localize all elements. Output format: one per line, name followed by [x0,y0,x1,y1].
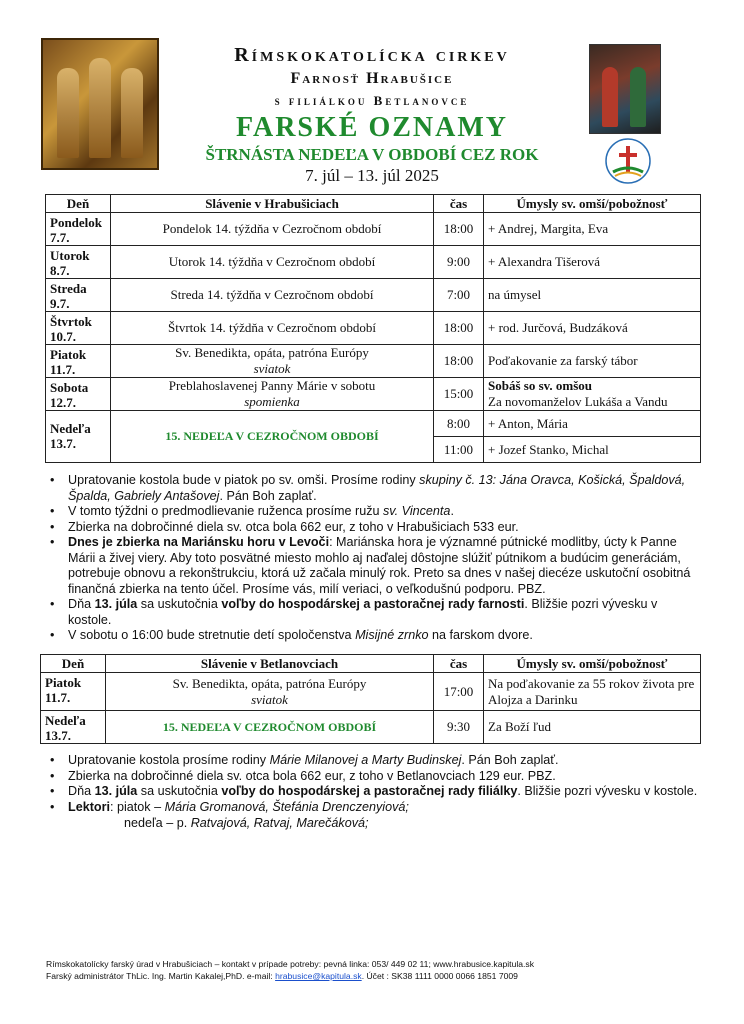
intention-cell: + Jozef Stanko, Michal [484,437,701,463]
time-cell: 11:00 [434,437,484,463]
celebration-cell: 15. NEDEĽA V CEZROČNOM OBDOBÍ [111,411,434,463]
time-cell: 9:30 [434,711,484,744]
day-date: 10.7. [50,329,76,344]
list-item: • V sobotu o 16:00 bude stretnutie detí spoločenstva Misijné zrnko na farskom dvore. [44,628,700,644]
footer-admin: Farský administrátor ThLic. Ing. Martin Kakalej,PhD. e-mail: hrabusice@kapitula.sk. Účet : SK38 1111 0000 0066 1851 7009 [46,971,518,981]
celebration-cell [111,378,434,411]
table-row [41,711,701,744]
day-cell [46,312,111,345]
time-cell: 7:00 [434,279,484,312]
day-date: 7.7. [50,230,70,245]
day-name: Sobota [50,380,89,395]
page-title: FARSKÉ OZNAMY [235,112,509,143]
intention-cell [484,378,701,411]
church-name: Rímskokatolícka cirkev [234,44,510,66]
intention-cell: + Anton, Mária [484,411,701,437]
footer [46,958,534,982]
filial-name: s filiálkou Betlanovce [274,93,470,108]
footer-contact: Rímskokatolícky farský úrad v Hrabušiciach – kontakt v prípade potreby: pevná linka: 053/ 449 02 11; www.hrabusice.kapitula.sk [46,959,535,969]
list-item: • Upratovanie kostola bude v piatok po sv. omši. Prosíme rodiny skupiny č. 13: Jána Oravca, Košická, Špaldová, Špalda, Gabriely Antašovej. Pán Boh zaplať. [44,473,700,504]
intention-cell: Za Boží ľud [484,711,701,744]
notices-betlanovce [44,753,700,815]
celebration-cell: 15. NEDEĽA V CEZROČNOM OBDOBÍ [106,711,434,744]
day-date: 12.7. [50,395,76,410]
liturgical-week: ŠTRNÁSTA NEDEĽA V OBDOBÍ CEZ ROK [205,145,539,164]
list-item: • Dňa 13. júla sa uskutočnia voľby do hospodárskej a pastoračnej rady farnosti. Bližšie pozri vývesku v kostole. [44,597,700,628]
table-row [46,411,701,437]
date-range: 7. júl – 13. júl 2025 [305,166,439,185]
email-link[interactable]: hrabusice@kapitula.sk [275,971,362,981]
list-item: • Dňa 13. júla sa uskutočnia voľby do hospodárskej a pastoračnej rady filiálky. Bližšie pozri vývesku v kostole. [44,784,700,800]
celebration-text: Sv. Benedikta, opáta, patróna Európy [175,345,369,360]
schedule-table-hrabusice [45,194,701,463]
intention-cell: + rod. Jurčová, Budzáková [484,312,701,345]
col-header-time: čas [434,655,484,673]
lectors-sunday: nedeľa – p. Ratvajová, Ratvaj, Marečáková; [124,816,369,830]
table-row [46,378,701,411]
celebration-cell [111,345,434,378]
lectors-item: • Lektori: piatok – Mária Gromanová, Štefánia Drenczenyiová; [44,800,700,816]
celebration-text: Sv. Benedikta, opáta, patróna Európy [172,675,367,691]
celebration-rank: spomienka [244,394,300,409]
day-name: Streda [50,281,87,296]
day-date: 11.7. [45,690,71,705]
col-header-celebration: Slávenie v Hrabušiciach [111,195,434,213]
col-header-time: čas [434,195,484,213]
schedule-table-betlanovce [40,654,701,744]
parish-name: Farnosť Hrabušice [290,70,454,87]
day-date: 11.7. [50,362,76,377]
intention-cell: + Andrej, Margita, Eva [484,213,701,246]
day-cell [46,378,111,411]
col-header-intention: Úmysly sv. omší/pobožnosť [484,195,701,213]
day-date: 9.7. [50,296,70,311]
intention-cell: Na poďakovanie za 55 rokov života pre Alojza a Darinku [484,673,701,711]
day-name: Utorok [50,248,90,263]
celebration-text: Preblahoslavenej Panny Márie v sobotu [168,378,376,393]
col-header-intention: Úmysly sv. omší/pobožnosť [484,655,701,673]
notices-hrabusice [44,473,700,644]
col-header-day: Deň [46,195,111,213]
time-cell: 18:00 [434,312,484,345]
day-cell [41,673,106,711]
day-cell [46,246,111,279]
day-name: Piatok [50,347,87,362]
day-cell [41,711,106,744]
list-item: • Zbierka na dobročinné diela sv. otca bola 662 eur, z toho v Hrabušiciach 533 eur. [44,520,700,536]
time-cell: 8:00 [434,411,484,437]
table-row [41,673,701,711]
time-cell: 9:00 [434,246,484,279]
day-date: 13.7. [45,728,71,743]
table-header-row [46,195,701,213]
intention-cell: Poďakovanie za farský tábor [484,345,701,378]
intention-cell: na úmysel [484,279,701,312]
table-row [46,279,701,312]
day-cell [46,411,111,463]
celebration-cell [106,673,434,711]
time-cell: 17:00 [434,673,484,711]
list-item: • V tomto týždni o predmodlievanie ruženca prosíme ružu sv. Vincenta. [44,504,700,520]
col-header-celebration: Slávenie v Betlanovciach [106,655,434,673]
day-name: Piatok [45,675,82,690]
celebration-cell: Pondelok 14. týždňa v Cezročnom období [111,213,434,246]
time-cell: 15:00 [434,378,484,411]
day-cell [46,213,111,246]
celebration-cell: Utorok 14. týždňa v Cezročnom období [111,246,434,279]
celebration-cell: Štvrtok 14. týždňa v Cezročnom období [111,312,434,345]
day-name: Štvrtok [50,314,92,329]
day-cell [46,345,111,378]
time-cell: 18:00 [434,213,484,246]
day-date: 8.7. [50,263,70,278]
intention-text: Za novomanželov Lukáša a Vandu [488,394,668,409]
intention-cell: + Alexandra Tišerová [484,246,701,279]
day-cell [46,279,111,312]
table-row [46,213,701,246]
celebration-rank: sviatok [251,691,288,707]
table-row [46,246,701,279]
table-header-row [41,655,701,673]
celebration-rank: sviatok [253,361,291,376]
list-item: • Zbierka na dobročinné diela sv. otca bola 662 eur, z toho v Betlanovciach 129 eur. PBZ. [44,769,700,785]
day-date: 13.7. [50,436,76,451]
list-item: • Upratovanie kostola prosíme rodiny Márie Milanovej a Marty Budinskej. Pán Boh zaplať. [44,753,700,769]
table-row [46,345,701,378]
table-row [46,312,701,345]
col-header-day: Deň [41,655,106,673]
time-cell: 18:00 [434,345,484,378]
day-name: Nedeľa [50,421,91,436]
list-item: • Dnes je zbierka na Mariánsku horu v Levoči: Mariánska hora je významné pútnické modlitby, úcty k Panne Márii a živej viery. Aby toto posvätné miesto mohlo aj naďalej dôstojne slúžiť pútnikom a budúcim generáciám, potrebuje obnovu a rekonštrukciu, ktorá už začala minulý rok. Preto sa dnes v našej diecéze uskutoční osobitná finančná zbierka na tento účel. Prosíme vás, milí veriaci, o veľkodušnú podporu. PBZ. [44,535,700,597]
day-name: Nedeľa [45,713,86,728]
day-name: Pondelok [50,215,103,230]
intention-title: Sobáš so sv. omšou [488,378,593,393]
celebration-cell: Streda 14. týždňa v Cezročnom období [111,279,434,312]
